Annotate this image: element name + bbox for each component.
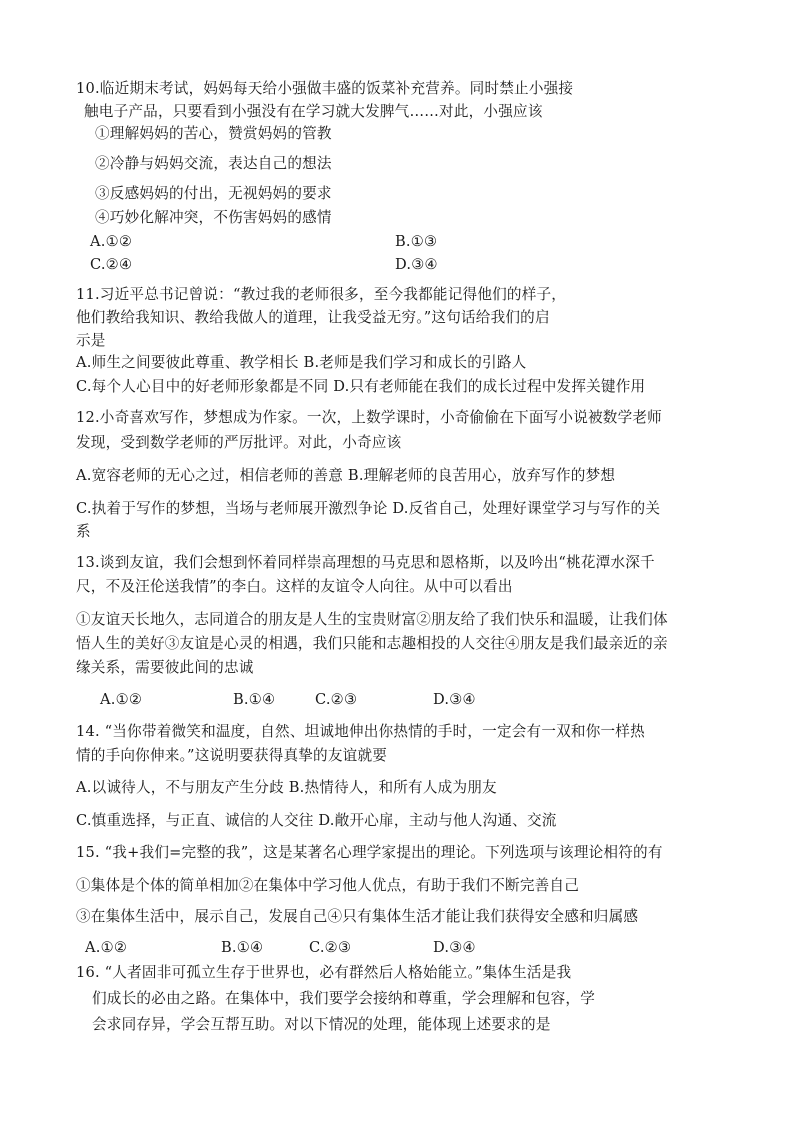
q13-option-a: A.①②	[100, 691, 143, 708]
q15-statements-line-1: ①集体是个体的简单相加②在集体中学习他人优点，有助于我们不断完善自己	[76, 877, 579, 894]
q10-statement-1: ①理解妈妈的苦心，赞赏妈妈的管教	[95, 125, 332, 142]
q10-option-d: D.③④	[395, 256, 438, 273]
q16-stem-line-1: 16. “人者固非可孤立生存于世界也，必有群然后人格始能立。”集体生活是我	[76, 964, 572, 981]
q11-options-ab: A.师生之间要彼此尊重、教学相长 B.老师是我们学习和成长的引路人	[76, 354, 527, 371]
q14-options-cd: C.慎重选择，与正直、诚信的人交往 D.敞开心扉，主动与他人沟通、交流	[76, 812, 557, 829]
q14-options-ab: A.以诚待人，不与朋友产生分歧 B.热情待人，和所有人成为朋友	[76, 779, 497, 796]
q15-statements-line-2: ③在集体生活中，展示自己，发展自己④只有集体生活才能让我们获得安全感和归属感	[76, 908, 639, 925]
q12-stem-line-1: 12.小奇喜欢写作，梦想成为作家。一次，上数学课时，小奇偷偷在下面写小说被数学老师	[76, 409, 662, 426]
q16-stem-line-2: 们成长的必由之路。在集体中，我们要学会接纳和尊重，学会理解和包容，学	[92, 990, 595, 1007]
q13-statements-line-2: 悟人生的美好③友谊是心灵的相遇，我们只能和志趣相投的人交往④朋友是我们最亲近的亲	[76, 635, 668, 652]
q15-stem-line-1: 15. “我+我们=完整的我”，这是某著名心理学家提出的理论。下列选项与该理论相符的有	[76, 844, 663, 861]
q13-statements-line-3: 缘关系，需要彼此间的忠诚	[76, 659, 254, 676]
q10-statement-3: ③反感妈妈的付出，无视妈妈的要求	[95, 185, 332, 202]
q13-option-c: C.②③	[315, 691, 358, 708]
q10-statement-2: ②冷静与妈妈交流，表达自己的想法	[95, 155, 332, 172]
q12-options-ab: A.宽容老师的无心之过，相信老师的善意 B.理解老师的良苦用心，放弃写作的梦想	[76, 467, 616, 484]
q12-options-cd-line-2: 系	[76, 523, 91, 540]
q15-option-a: A.①②	[85, 939, 128, 956]
q15-option-c: C.②③	[309, 939, 352, 956]
q13-statements-line-1: ①友谊天长地久，志同道合的朋友是人生的宝贵财富②朋友给了我们快乐和温暖，让我们体	[76, 611, 668, 628]
q11-stem-line-1: 11.习近平总书记曾说：“教过我的老师很多，至今我都能记得他们的样子，	[76, 286, 567, 303]
q10-statement-4: ④巧妙化解冲突，不伤害妈妈的感情	[95, 209, 332, 226]
q13-stem-line-1: 13.谈到友谊，我们会想到怀着同样崇高理想的马克思和恩格斯，以及吟出“桃花潭水深千	[76, 554, 655, 571]
q14-stem-line-1: 14. “当你带着微笑和温度，自然、坦诚地伸出你热情的手时，一定会有一双和你一样热	[76, 723, 645, 740]
q13-option-b: B.①④	[233, 691, 276, 708]
q12-stem-line-2: 发现，受到数学老师的严厉批评。对此，小奇应该	[76, 434, 402, 451]
q13-stem-line-2: 尺，不及汪伦送我情”的李白。这样的友谊令人向往。从中可以看出	[76, 578, 513, 595]
q14-stem-line-2: 情的手向你伸来。”这说明要获得真挚的友谊就要	[76, 747, 388, 764]
q11-stem-line-2: 他们教给我知识、教给我做人的道理，让我受益无穷。”这句话给我们的启	[76, 309, 550, 326]
q12-options-cd-line-1: C.执着于写作的梦想，当场与老师展开激烈争论 D.反省自己，处理好课堂学习与写作的关	[76, 500, 661, 517]
q15-option-d: D.③④	[433, 939, 476, 956]
q10-option-c: C.②④	[90, 256, 133, 273]
q10-option-a: A.①②	[90, 233, 133, 250]
q10-stem-line-2: 触电子产品，只要看到小强没有在学习就大发脾气……对此，小强应该	[84, 103, 543, 120]
q11-options-cd: C.每个人心目中的好老师形象都是不同 D.只有老师能在我们的成长过程中发挥关键作用	[76, 378, 646, 395]
q16-stem-line-3: 会求同存异，学会互帮互助。对以下情况的处理，能体现上述要求的是	[92, 1016, 551, 1033]
q10-stem-line-1: 10.临近期末考试，妈妈每天给小强做丰盛的饭菜补充营养。同时禁止小强接	[76, 80, 574, 97]
q10-option-b: B.①③	[395, 233, 438, 250]
q13-option-d: D.③④	[433, 691, 476, 708]
q11-stem-line-3: 示是	[76, 332, 106, 349]
q15-option-b: B.①④	[221, 939, 264, 956]
